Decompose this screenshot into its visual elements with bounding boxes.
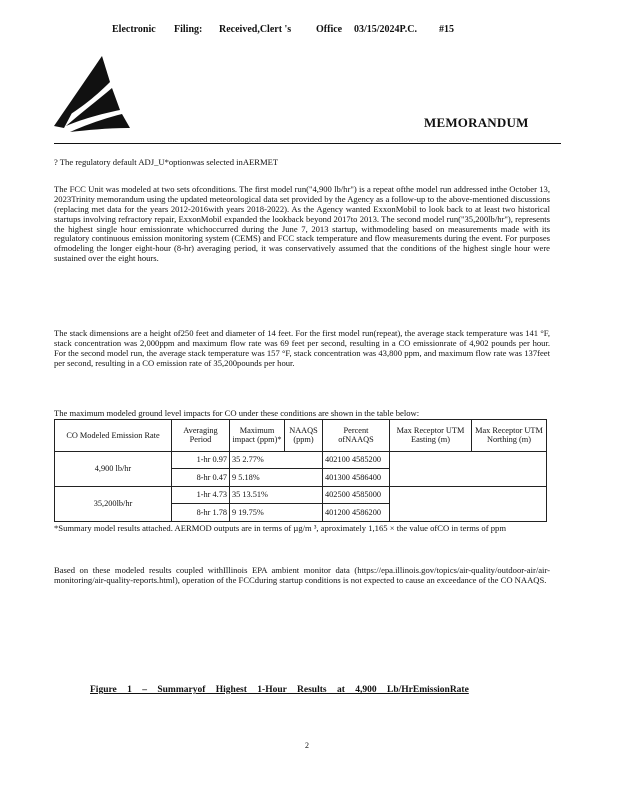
col-header-averaging-period: Averaging Period xyxy=(172,420,230,452)
table-row xyxy=(55,451,547,469)
paragraph-stack-dimensions: The stack dimensions are a height of250 feet and diameter of 14 feet. For the first model run(repeat), the average stack temperature was 141 °F, stack concentration was 2,000ppm and maximum flow rate was 69 feet per second, resulting in a CO emissionrate of 4,902 pounds per hour. For the second model run, the average stack temperature was 157 °F, stack concentration was 43,800 ppm, and maximum flow rate was 137feet per second, resulting in a CO emission rate of 35,200pounds per hour. xyxy=(54,328,550,368)
results-table-wrapper xyxy=(54,419,546,522)
triangular-swoosh-logo-icon xyxy=(50,54,140,134)
header-office: Office xyxy=(316,24,343,35)
results-table xyxy=(54,419,547,522)
header-number: #15 xyxy=(439,24,454,35)
header-received: Received,Clert 's xyxy=(219,24,292,35)
header-date: 03/15/2024P.C. xyxy=(354,24,417,35)
table-cell: 9 5.18% xyxy=(230,469,323,487)
table-cell: 8-hr 0.47 xyxy=(172,469,230,487)
title-divider xyxy=(54,143,561,144)
table-cell: 401300 4586400 xyxy=(323,469,390,487)
table-cell: 9 19.75% xyxy=(230,504,323,522)
col-header-naaqs: NAAQS (ppm) xyxy=(285,420,323,452)
col-header-utm-easting: Max Receptor UTM Easting (m) xyxy=(390,420,472,452)
table-cell: 1-hr 0.97 xyxy=(172,451,230,469)
page-number: 2 xyxy=(305,741,309,750)
table-footnote: *Summary model results attached. AERMOD outputs are in terms of µg/m ³, aproximately 1,165 × the value ofCO in terms of ppm xyxy=(54,523,507,533)
header-filing: Filing: xyxy=(174,24,203,35)
table-cell: 402500 4585000 xyxy=(323,486,390,504)
empty-cell xyxy=(390,451,547,486)
table-cell: 401200 4586200 xyxy=(323,504,390,522)
table-cell: 402100 4585200 xyxy=(323,451,390,469)
paragraph-table-intro: The maximum modeled ground level impacts for CO under these conditions are shown in the table below: xyxy=(54,408,420,418)
col-header-utm-northing: Max Receptor UTM Northing (m) xyxy=(472,420,547,452)
emission-rate-cell: 35,200lb/hr xyxy=(55,486,172,521)
col-header-max-impact: Maximum impact (ppm)* xyxy=(230,420,285,452)
figure-caption: Figure 1 – Summaryof Highest 1-Hour Results at 4,900 Lb/HrEmissionRate xyxy=(90,685,469,695)
table-cell: 35 2.77% xyxy=(230,451,323,469)
header-electronic: Electronic xyxy=(112,24,156,35)
table-row xyxy=(55,486,547,504)
bullet-line: ? The regulatory default ADJ_U*optionwas selected inAERMET xyxy=(54,157,279,167)
col-header-emission-rate: CO Modeled Emission Rate xyxy=(55,420,172,452)
table-header-row xyxy=(55,420,547,452)
emission-rate-cell: 4,900 lb/hr xyxy=(55,451,172,486)
paragraph-conclusion: Based on these modeled results coupled withIllinois EPA ambient monitor data (https://epa.illinois.gov/topics/air-quality/outdoor-air/air-monitoring/air-quality-reports.html), operation of the FCCduring startup conditions is not expected to cause an exceedance of the CO NAAQS. xyxy=(54,565,550,585)
table-cell: 35 13.51% xyxy=(230,486,323,504)
col-header-percent-naaqs: Percent ofNAAQS xyxy=(323,420,390,452)
table-cell: 1-hr 4.73 xyxy=(172,486,230,504)
table-cell: 8-hr 1.78 xyxy=(172,504,230,522)
empty-cell xyxy=(390,486,547,521)
paragraph-model-runs: The FCC Unit was modeled at two sets ofconditions. The first model run("4,900 lb/hr") is a repeat ofthe model run addressed inthe October 13, 2023Trinity memorandum using the updated meteorological data set provided by the Agency as a follow-up to the above-mentioned discussions (replacing met data for the years 2012-2016with years 2018-2022). As the Agency wanted ExxonMobil to look back to at least two historical startups involving refractory repair, ExxonMobil expanded the lookback beyond 2017to 2013. The second model run("35,200lb/hr"), represents the highest single hour emissionrate whichoccurred during the June 7, 2013 startup, withmodeling based on measurements made with its regulatory continuous emission monitoring system (CEMS) and FCC stack temperature and flow measurements during the event. For purposes ofmodeling the longer eight-hour (8-hr) averaging period, it was conservatively assumed that the conditions of the highest single hour were sustained over the eight hours. xyxy=(54,184,550,264)
memo-title: MEMORANDUM xyxy=(424,115,529,130)
